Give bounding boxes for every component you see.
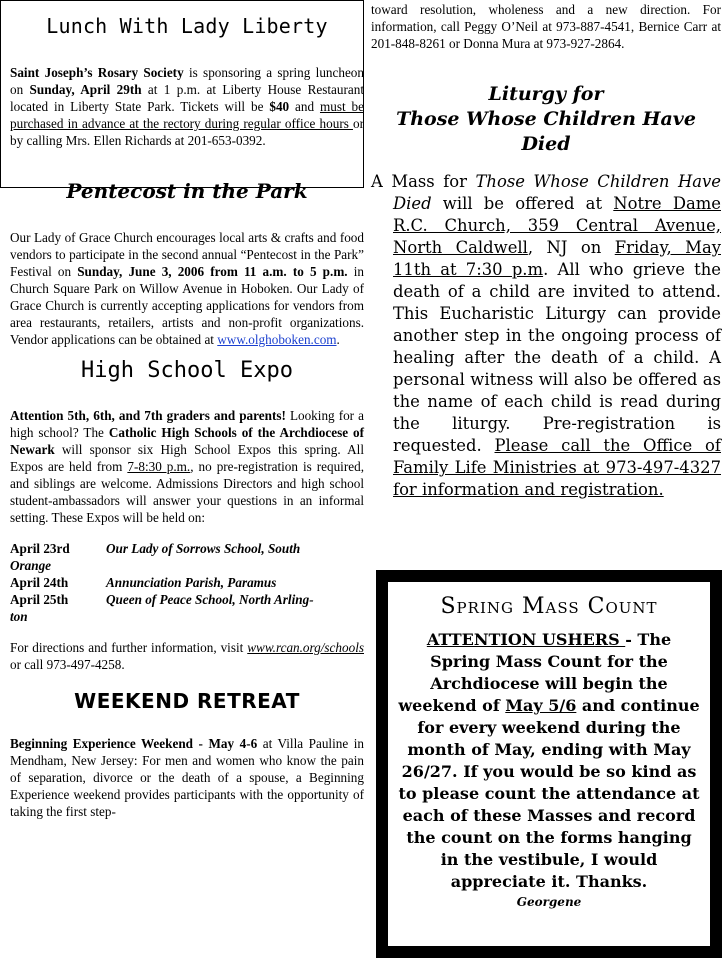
advance-purchase-note: must be purchased in advance at the rectory during regular office hours [10, 99, 364, 131]
mass-count-title: Spring Mass Count [440, 594, 658, 619]
expo-attention: Attention 5th, 6th, and 7th graders and parents! [10, 408, 286, 423]
ticket-price: $40 [269, 99, 290, 114]
mass-count-date: May 5/6 [505, 696, 577, 715]
retreat-name: Beginning Experience Weekend [10, 736, 193, 751]
retreat-heading: WEEKEND RETREAT [74, 689, 300, 713]
expo-organizer: Catholic High Schools of the Archdiocese of Newark [10, 425, 364, 457]
retreat-text-continued: toward resolution, wholeness and a new direction. For information, call Peggy O’Neil at 973-887-4541, Bernice Carr at 201-848-8261 or Donna Mura at 973-927-2864. [371, 2, 721, 51]
lady-liberty-text: Saint Joseph’s Rosary Society is sponsoring a spring luncheon on Sunday, April 29th at 1 p.m. at Liberty House Restaurant located in Liberty State Park. Tickets will be $40 and must be purchased in advance at the rectory during regular office hours or by calling Mrs. Ellen Richards at 201-653-0392. [10, 65, 365, 148]
pentecost-text: Our Lady of Grace Church encourages local arts & crafts and food vendors to participate in the second annual “Pentecost in the Park” Festival on Sunday, June 3, 2006 from 11 a.m. to 5 p.m. in Church Square Park on Willow Avenue in Hoboken. Our Lady of Grace Church is currently accepting applications for vendors from area restaurants, retailers, artists and non-profit organizations. Vendor applications can be obtained at www.olghoboken.com. [10, 230, 364, 347]
left-column [10, 6, 364, 820]
expo-contact-text: For directions and further information, visit www.rcan.org/schools or call 973-497-4258. [10, 640, 364, 672]
mass-count-box [376, 570, 722, 958]
expo-time: 7-8:30 p.m. [127, 459, 191, 474]
expo-schedule: April 23rd Our Lady of Sorrows School, South Orange April 24th Annunciation Parish, Paramus April 25th Queen of Peace School, North Arling- ton [10, 540, 364, 625]
rcan-schools-link[interactable]: www.rcan.org/schools [247, 640, 364, 655]
expo-schedule-row: April 25th Queen of Peace School, North Arling- [10, 592, 314, 607]
attention-ushers: ATTENTION USHERS [426, 630, 626, 649]
mass-count-signature: Georgene [516, 895, 582, 909]
olghoboken-link[interactable]: www.olghoboken.com [217, 332, 337, 347]
festival-date: Sunday, June 3, 2006 from 11 a.m. to 5 p.m. [77, 264, 348, 279]
liturgy-text: A Mass for Those Whose Children Have Died will be offered at Notre Dame R.C. Church, 359 Central Avenue, North Caldwell, NJ on Friday, May 11th at 7:30 p.m. All who grieve the death of a child are invited to attend. This Eucharistic Liturgy can provide another step in the ongoing process of healing after the death of a child. A personal witness will also be offered as the name of each child is read during the liturgy. Pre-registration is requested. Please call the Office of Family Life Ministries at 973-497-4327 for information and registration. [371, 172, 721, 499]
liturgy-registration-call: Please call the Office of Family Life Ministries at 973-497-4327 for information and registration. [393, 436, 721, 499]
retreat-text: Beginning Experience Weekend - May 4-6 at Villa Pauline in Mendham, New Jersey: For men and women who know the pain of separation, divorce or the death of a spouse, a Beginning Experience weekend provides participants with the opportunity of taking the first step- [10, 736, 364, 819]
lady-liberty-heading: Lunch With Lady Liberty [46, 14, 328, 38]
rosary-society-name: Saint Joseph’s Rosary Society [10, 65, 184, 80]
pentecost-heading: Pentecost in the Park [66, 179, 308, 203]
right-column [371, 0, 721, 501]
expo-text: Attention 5th, 6th, and 7th graders and parents! Looking for a high school? The Catholic High Schools of the Archdiocese of Newark will sponsor six High School Expos this spring. All Expos are held from 7-8:30 p.m., no pre-registration is required, and siblings are welcome. Admissions Directors and high school student-ambassadors will answer your questions in an informal setting. These Expos will be held on: [10, 408, 364, 525]
expo-heading: High School Expo [81, 358, 293, 383]
expo-schedule-row: April 24th Annunciation Parish, Paramus [10, 575, 277, 590]
liturgy-location: Notre Dame R.C. Church, 359 Central Avenue, North Caldwell [393, 194, 721, 257]
mass-count-text: ATTENTION USHERS - The Spring Mass Count for the Archdiocese will begin the weekend of May 5/6 and continue for every weekend during the month of May, ending with May 26/27. If you would be so kind as to please count the attendance at each of these Masses and record the count on the forms hanging in the vestibule, I would appreciate it. Thanks. [398, 630, 700, 891]
luncheon-date: Sunday, April 29th [29, 82, 142, 97]
liturgy-date: Friday, May 11th at 7:30 p.m [393, 238, 721, 279]
retreat-dates: - May 4-6 [193, 736, 258, 751]
liturgy-heading: Liturgy for Those Whose Children Have Died [396, 83, 696, 155]
expo-schedule-row: April 23rd Our Lady of Sorrows School, South [10, 541, 301, 556]
